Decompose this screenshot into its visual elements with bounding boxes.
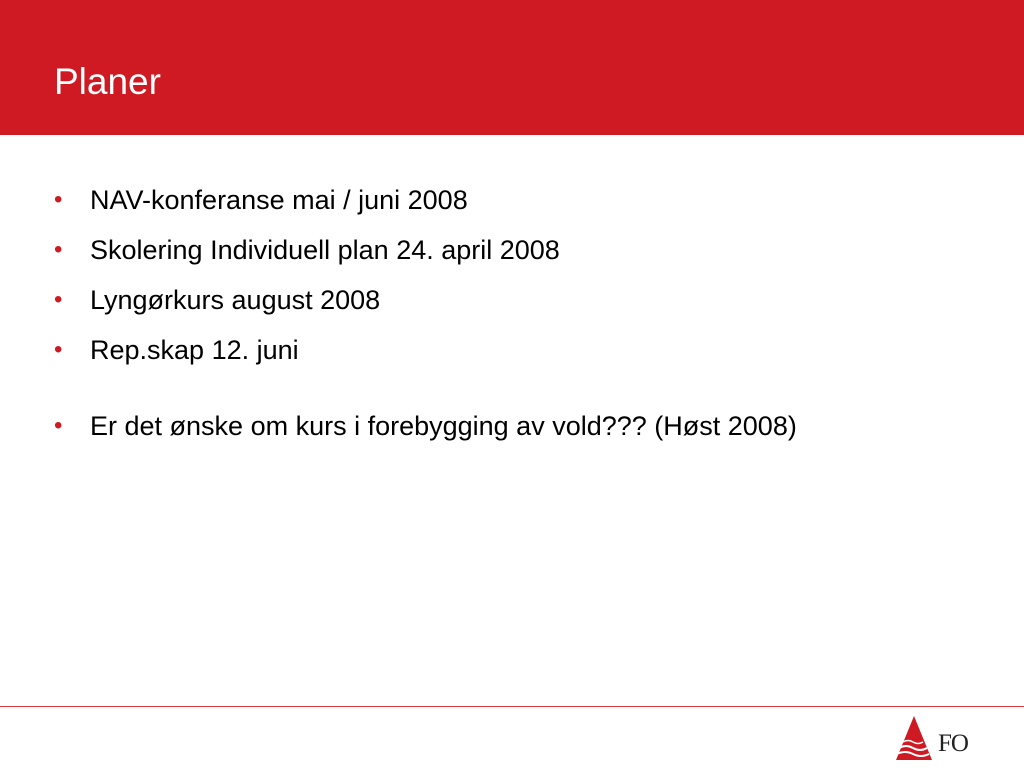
bullet-text: Skolering Individuell plan 24. april 2008: [90, 235, 560, 265]
bullet-item: [54, 280, 934, 320]
bullet-text: NAV-konferanse mai / juni 2008: [90, 185, 468, 215]
bullet-list: [54, 180, 934, 456]
fo-triangle-logo-icon: [894, 714, 938, 764]
bullet-marker: •: [54, 412, 63, 439]
fo-logo-text: FO: [938, 730, 968, 757]
bullet-marker: •: [54, 236, 63, 263]
footer-divider: [0, 706, 1024, 707]
bullet-marker: •: [54, 286, 63, 313]
bullet-text: Er det ønske om kurs i forebygging av vold??? (Høst 2008): [90, 411, 797, 441]
bullet-marker: •: [54, 186, 63, 213]
bullet-item: [54, 406, 934, 446]
slide-title: Planer: [54, 61, 161, 102]
bullet-marker: •: [54, 336, 63, 363]
fo-logo: [894, 714, 984, 764]
bullet-item: [54, 330, 934, 370]
bullet-item: [54, 230, 934, 270]
bullet-text: Rep.skap 12. juni: [90, 335, 299, 365]
bullet-text: Lyngørkurs august 2008: [90, 285, 381, 315]
bullet-item: [54, 180, 934, 220]
